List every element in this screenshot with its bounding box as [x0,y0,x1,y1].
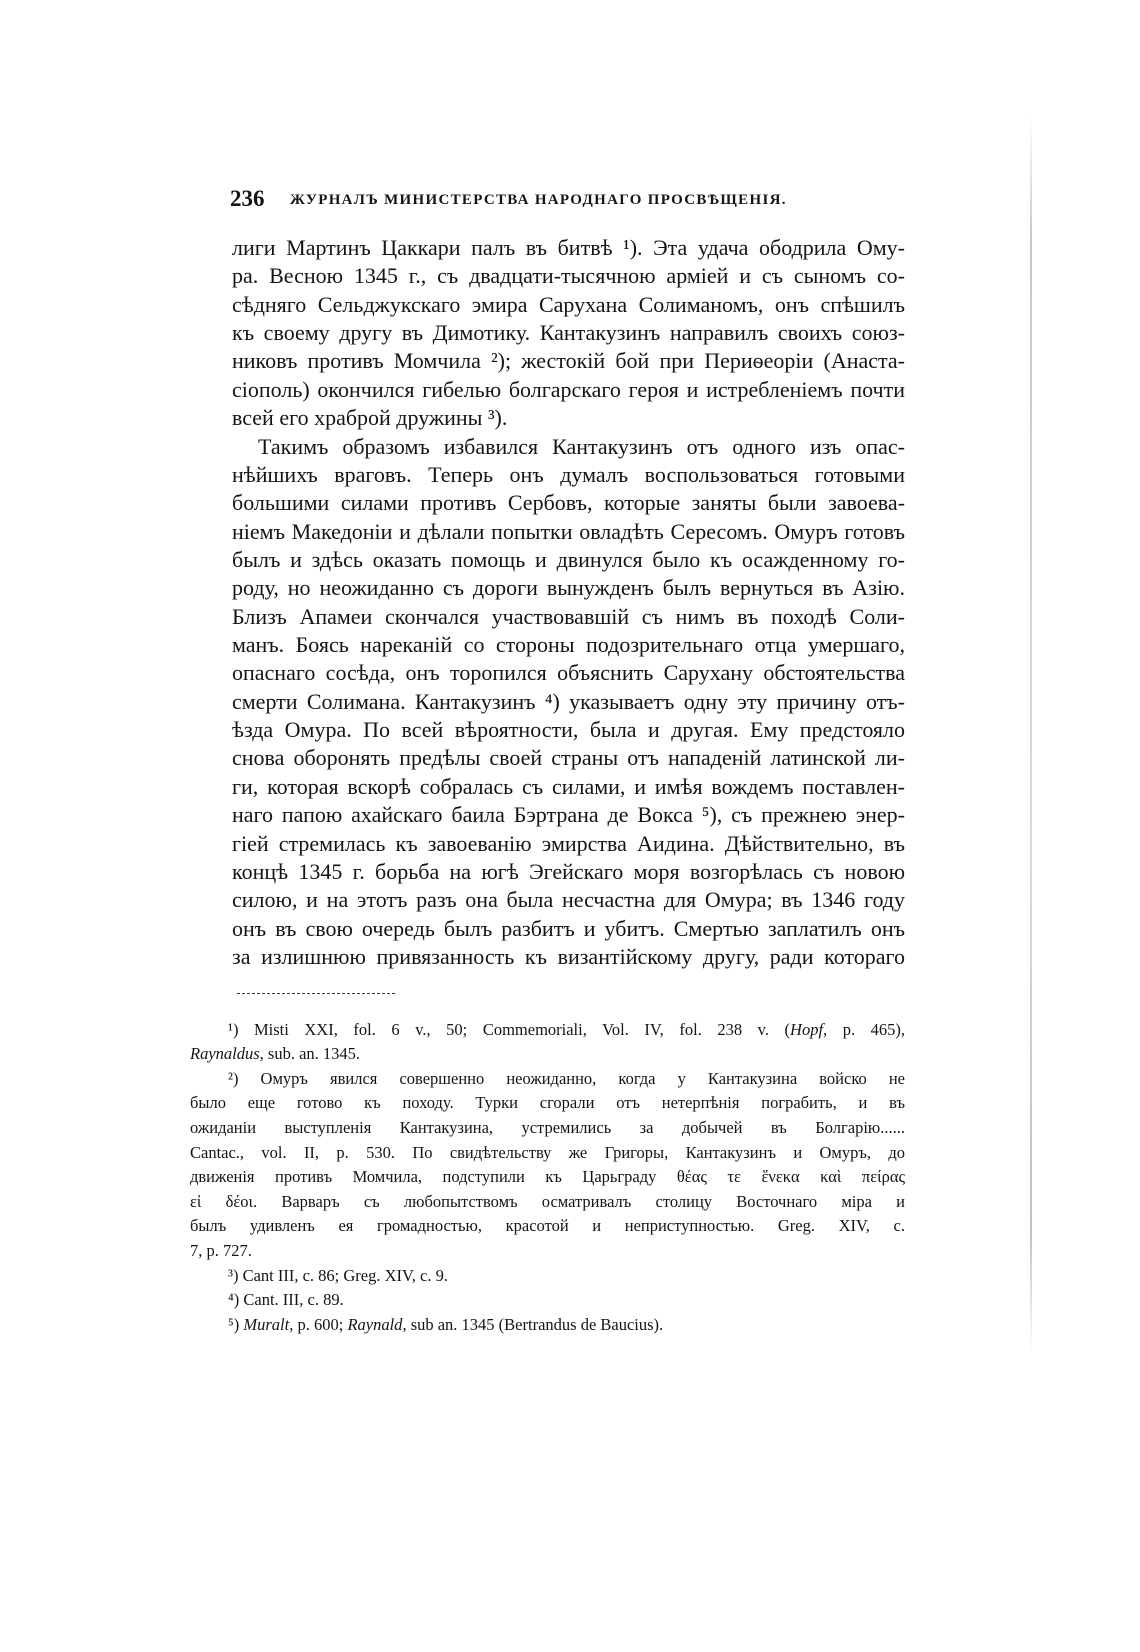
text-line: снова оборонять предѣлы своей страны отъ нападеній латинской ли- [232,745,905,771]
text-line: ніемъ Македоніи и дѣлали попытки овладѣть Сересомъ. Омуръ готовъ [232,518,905,544]
text-line: нѣйшихъ враговъ. Теперь онъ думалъ воспользоваться готовыми [232,461,905,487]
footnote-text: Cantac., vol. II, p. 530. По свидѣтельству же Григоры, Кантакузинъ и Омуръ, до [190,1142,905,1162]
footnote-text: Raynaldus [190,1044,260,1064]
running-title: ЖУРНАЛЪ МИНИСТЕРСТВА НАРОДНАГО ПРОСВѢЩЕНІЯ. [290,192,787,208]
footnote [190,1313,905,1338]
text-line: силою, и на этотъ разъ она была несчастна для Омура; въ 1346 году [232,887,905,913]
footnote-text: Muralt [243,1314,290,1334]
page-number: 236 [230,186,265,211]
footnote-line [190,1165,905,1190]
footnote-line [190,1288,905,1313]
text-line: сѣдняго Сельджукскаго эмира Сарухана Солиманомъ, онъ спѣшилъ [232,291,905,317]
footnote-text: 7, p. 727. [190,1241,252,1261]
scan-edge-line [1030,115,1032,1355]
footnote-text: ⁵) [228,1314,244,1334]
text-line: смерти Солимана. Кантакузинъ ⁴) указываетъ одну эту причину отъ- [232,688,905,714]
footnote-text: Raynald [347,1314,403,1334]
footnote-separator [237,993,395,994]
footnote-text: было еще готово къ походу. Турки сгорали отъ нетерпѣнія пограбить, и въ [190,1093,905,1113]
footnote-text: ⁴) Cant. III, c. 89. [228,1290,344,1310]
footnote-text: , sub. an. 1345. [259,1044,361,1064]
footnote-text: , p. 600; [289,1314,348,1334]
text-line: большими силами противъ Сербовъ, которые заняты были завоева- [232,490,905,516]
footnote-text: ожиданіи выступленія Кантакузина, устремились за добычей въ Болгарію...... [190,1118,905,1138]
text-line: лиги Мартинъ Цаккари палъ въ битвѣ ¹). Эта удача ободрила Ому- [232,235,905,260]
text-line: онъ въ свою очередь былъ разбитъ и убитъ. Смертью заплатилъ онъ [232,915,905,941]
footnote-line [190,1190,905,1215]
text-line: концѣ 1345 г. борьба на югѣ Эгейскаго моря возгорѣлась съ новою [232,858,905,884]
footnote-text: былъ удивленъ ея громадностью, красотой и неприступностью. Greg. XIV, c. [190,1216,905,1236]
footnote-text: ³) Cant III, c. 86; Greg. XIV, c. 9. [228,1265,449,1285]
text-line: Такимъ образомъ избавился Кантакузинъ отъ одного изъ опас- [258,433,905,459]
footnote [190,1018,905,1067]
main-text [232,234,905,971]
text-line: былъ и здѣсь оказать помощь и двинулся было къ осажденному го- [232,546,905,572]
text-line: ѣзда Омура. По всей вѣроятности, была и другая. Ему предстояло [232,717,905,743]
paragraph [232,234,905,433]
text-line: за излишнюю привязанность къ византійскому другу, ради котораго [232,943,905,969]
text-line: роду, но неожиданно съ дороги вынужденъ былъ вернуться въ Азію. [232,575,905,601]
text-line: къ своему другу въ Димотику. Кантакузинъ направилъ своихъ союз- [232,320,905,346]
footnote-line [190,1239,905,1264]
text-line: сіополь) окончился гибелью болгарскаго героя и истребленіемъ почти [232,376,905,402]
footnotes [190,1018,905,1338]
text-line: никовъ противъ Момчила ²); жестокій бой при Периѳеоріи (Анаста- [232,348,905,374]
footnote-text: , p. 465), [823,1019,905,1039]
footnote [190,1264,905,1289]
paragraph [232,433,905,972]
footnote-text: ¹) Misti XXI, fol. 6 v., 50; Commemoriali, Vol. IV, fol. 238 v. ( [228,1019,791,1039]
footnote-line [190,1141,905,1166]
text-line: ги, которая вскорѣ собралась съ силами, и имѣя вождемъ поставлен- [232,773,905,799]
text-line: гіей стремилась къ завоеванію эмирства Аидина. Дѣйствительно, въ [232,830,905,856]
footnote-text: движенія противъ Момчила, подступили къ Царьграду θέας τε ἕνεκα καὶ πείρας [190,1167,905,1187]
text-line: Близъ Апамеи скончался участвовавшій съ нимъ въ походѣ Соли- [232,603,905,629]
footnote-line [190,1042,905,1067]
footnote-text: εἰ δέοι. Варваръ съ любопытствомъ осматривалъ столицу Восточнаго міра и [190,1191,905,1211]
text-line: опаснаго сосѣда, онъ торопился объяснить Сарухану обстоятельства [232,660,905,686]
footnote-line [190,1214,905,1239]
footnote [190,1067,905,1264]
text-line: всей его храброй дружины ³). [232,405,508,431]
text-line: наго папою ахайскаго баила Бэртрана де Вокса ⁵), съ прежнею энер- [232,802,905,828]
footnote-line [190,1091,905,1116]
footnote-text: , sub an. 1345 (Bertrandus de Baucius). [402,1314,664,1334]
footnote-line [190,1264,905,1289]
text-line: манъ. Боясь нареканій со стороны подозрительнаго отца умершаго, [232,632,905,658]
footnote-line [190,1116,905,1141]
footnote-line [190,1018,905,1043]
footnote-text: Hopf [790,1019,824,1039]
footnote-text: ²) Омуръ явился совершенно неожиданно, когда у Кантакузина войско не [228,1068,905,1088]
text-line: ра. Весною 1345 г., съ двадцати-тысячною арміей и съ сыномъ со- [232,263,905,289]
footnote [190,1288,905,1313]
footnote-line [190,1313,905,1338]
footnote-line [190,1067,905,1092]
